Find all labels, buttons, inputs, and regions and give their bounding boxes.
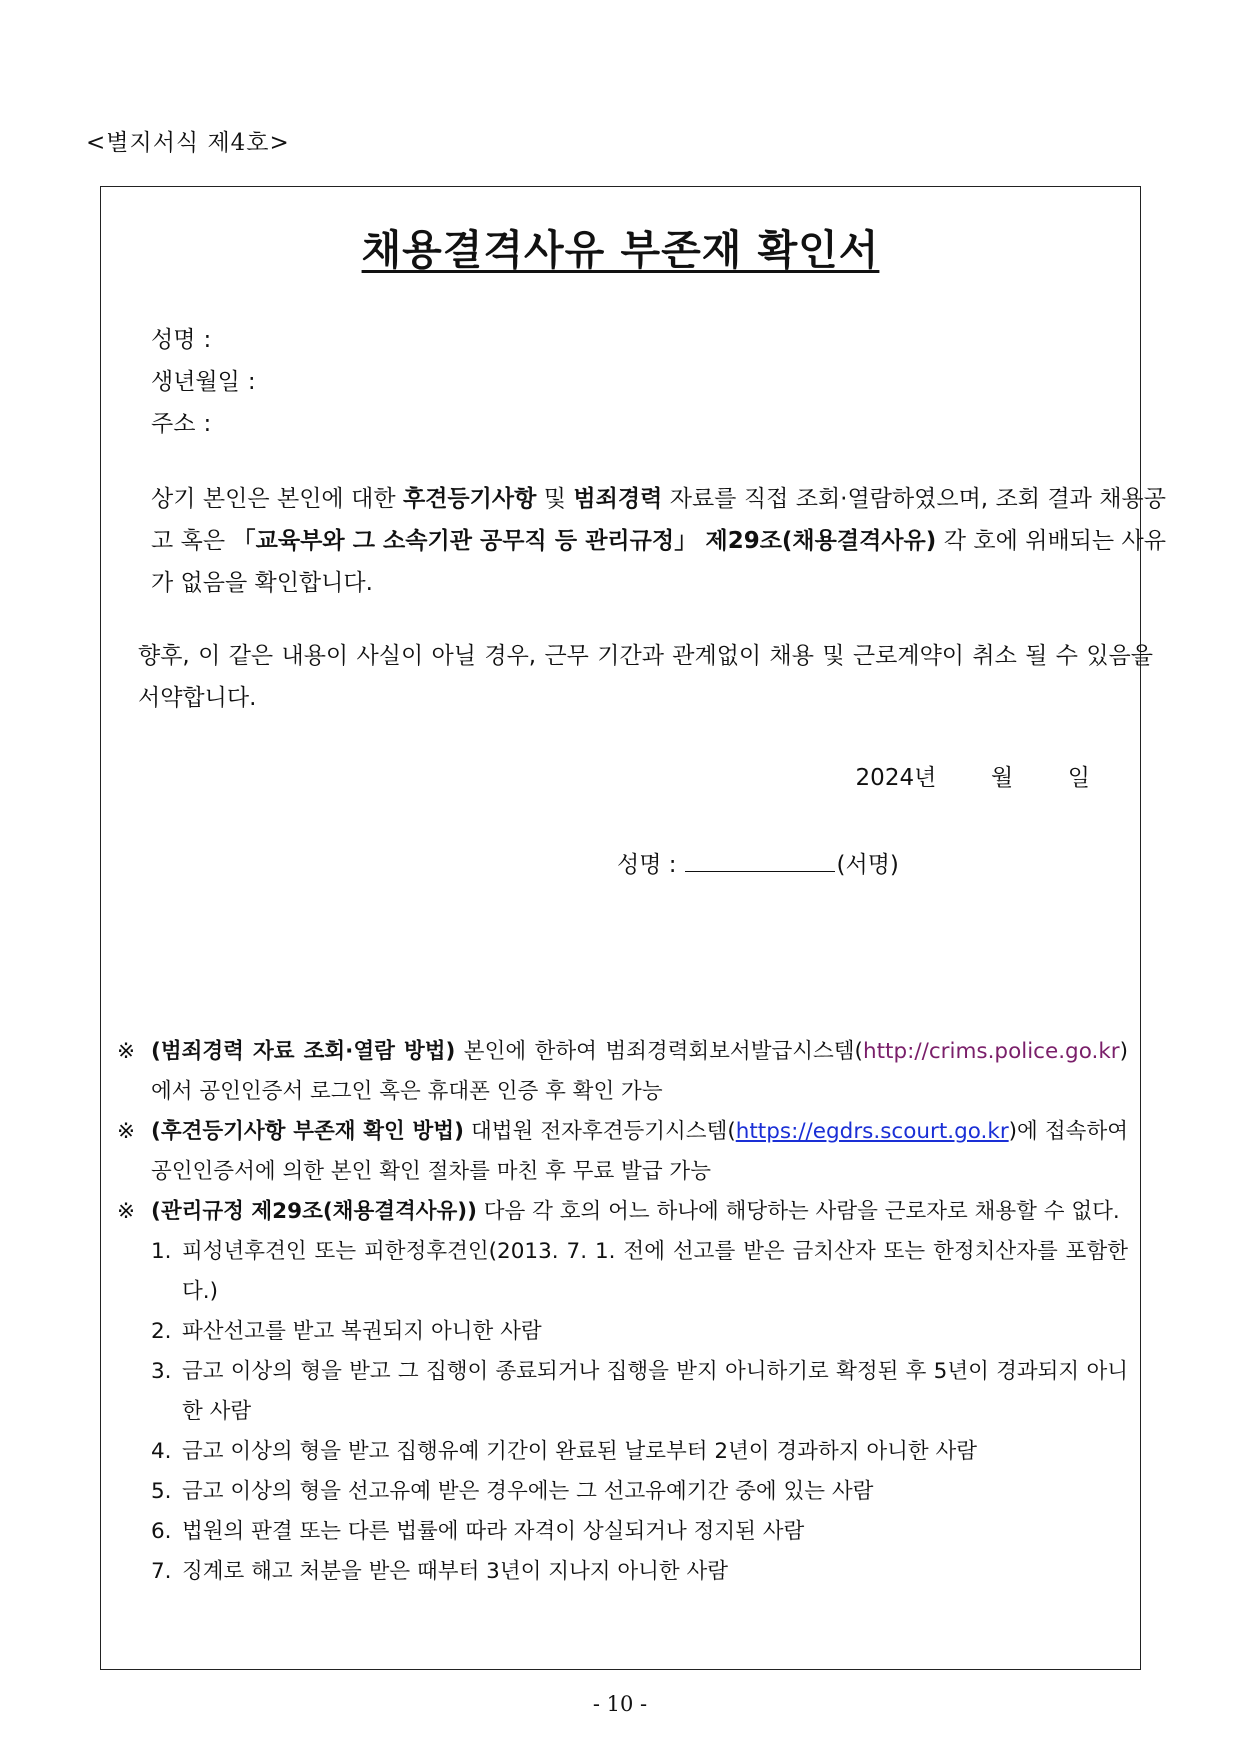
list-item: [151, 1512, 1128, 1552]
note2-bold: (후견등기사항 부존재 확인 방법): [151, 1119, 464, 1144]
notes-section: [113, 1032, 1128, 1592]
item-text: 징계로 해고 처분을 받은 때부터 3년이 지나지 아니한 사람: [182, 1559, 729, 1584]
para1-bold-regulation: 「교육부와 그 소속기관 공무직 등 관리규정」 제29조(채용결격사유): [232, 528, 937, 554]
para1-text-1: 상기 본인은 본인에 대한: [151, 486, 403, 512]
item-text: 법원의 판결 또는 다른 법률에 따라 자격이 상실되거나 정지된 사람: [182, 1519, 805, 1544]
para1-text-4: 각 호에 위배되는 사유가 없음을 확인합니다.: [151, 528, 1166, 596]
note3-bold: (관리규정 제29조(채용결격사유)): [151, 1199, 477, 1224]
birthdate-colon: :: [247, 369, 256, 395]
list-item: [151, 1232, 1128, 1312]
signature-label: 성명 :: [617, 852, 677, 878]
list-item: [151, 1472, 1128, 1512]
item-number: 2.: [151, 1319, 172, 1344]
para1-text-2: 및: [536, 486, 574, 512]
item-number: 1.: [151, 1239, 172, 1264]
date-line: [856, 759, 1090, 792]
note3-text-1: 다음 각 호의 어느 하나에 해당하는 사람을 근로자로 채용할 수 없다.: [476, 1199, 1120, 1224]
note-regulation: [113, 1192, 1128, 1232]
list-item: [151, 1552, 1128, 1592]
note-criminal-record: [113, 1032, 1128, 1112]
pledge-paragraph: 향후, 이 같은 내용이 사실이 아닐 경우, 근무 기간과 관계없이 채용 및 근로계약이 취소 될 수 있음을 서약합니다.: [138, 643, 1153, 711]
item-number: 7.: [151, 1559, 172, 1584]
address-colon: :: [203, 411, 212, 437]
note2-text-1: 대법원 전자후견등기시스템(: [463, 1119, 736, 1144]
note1-text-1: 본인에 한하여 범죄경력회보서발급시스템(: [455, 1039, 863, 1064]
item-text: 금고 이상의 형을 선고유예 받은 경우에는 그 선고유예기간 중에 있는 사람: [182, 1479, 874, 1504]
note-guardianship: [113, 1112, 1128, 1192]
item-text: 금고 이상의 형을 받고 그 집행이 종료되거나 집행을 받지 아니하기로 확정된 후 5년이 경과되지 아니한 사람: [182, 1359, 1128, 1424]
egdrs-link[interactable]: https://egdrs.scourt.go.kr: [735, 1119, 1009, 1144]
para1-bold-criminal-record: 범죄경력: [573, 486, 663, 512]
name-label: 성명: [151, 327, 196, 353]
list-item: [151, 1312, 1128, 1352]
address-field: [151, 403, 256, 445]
note-mark: ※: [117, 1199, 136, 1224]
signature-suffix: (서명): [836, 852, 899, 878]
note-mark: ※: [117, 1039, 136, 1064]
list-item: [151, 1352, 1128, 1432]
address-label: 주소: [151, 411, 196, 437]
item-number: 5.: [151, 1479, 172, 1504]
name-field: [151, 319, 256, 361]
confirmation-paragraph: [113, 478, 1166, 604]
item-number: 6.: [151, 1519, 172, 1544]
item-number: 4.: [151, 1439, 172, 1464]
birthdate-field: [151, 361, 256, 403]
date-month: 월: [990, 765, 1014, 791]
crims-link[interactable]: http://crims.police.go.kr: [862, 1039, 1120, 1064]
signature-blank: [685, 849, 835, 872]
note2-text-2: )에 접속하여 공인인증서에 의한 본인 확인 절차를 마친 후 무료 발급 가능: [151, 1119, 1128, 1184]
birthdate-label: 생년월일: [151, 369, 240, 395]
item-text: 피성년후견인 또는 피한정후견인(2013. 7. 1. 전에 선고를 받은 금치산자 또는 한정치산자를 포함한다.): [182, 1239, 1128, 1304]
signature-line: [617, 846, 899, 879]
form-number: <별지서식 제4호>: [86, 130, 290, 156]
para1-bold-guardianship: 후견등기사항: [402, 486, 537, 512]
disqualification-list: [113, 1232, 1128, 1592]
note1-text-2: )에서 공인인증서 로그인 혹은 휴대폰 인증 후 확인 가능: [151, 1039, 1128, 1104]
note-mark: ※: [117, 1119, 136, 1144]
list-item: [151, 1432, 1128, 1472]
document-title: 채용결격사유 부존재 확인서: [361, 226, 880, 274]
item-text: 금고 이상의 형을 받고 집행유예 기간이 완료된 날로부터 2년이 경과하지 아니한 사람: [182, 1439, 978, 1464]
document-frame: [100, 186, 1166, 1670]
item-number: 3.: [151, 1359, 172, 1384]
page-number: - 10 -: [592, 1692, 648, 1716]
note1-bold: (범죄경력 자료 조회·열람 방법): [151, 1039, 456, 1064]
name-colon: :: [203, 327, 212, 353]
date-year: 2024년: [855, 765, 937, 791]
item-text: 파산선고를 받고 복권되지 아니한 사람: [182, 1319, 542, 1344]
date-day: 일: [1067, 765, 1090, 791]
para1-text-3: 자료를 직접 조회·열람하였으며, 조회 결과 채용공고 혹은: [151, 486, 1166, 554]
personal-info-fields: [151, 319, 256, 445]
